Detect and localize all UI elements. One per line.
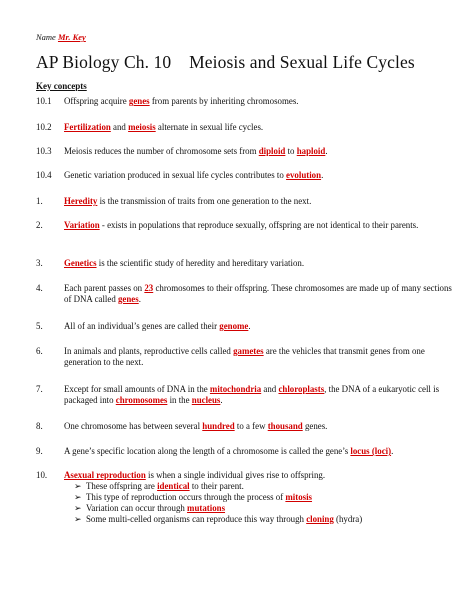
prompt-text: All of an individual’s genes are called their	[64, 321, 220, 331]
prompt-text: Meiosis reduces the number of chromosome sets from	[64, 146, 259, 156]
answer-text: thousand	[267, 421, 303, 431]
answer-text: genome	[219, 321, 249, 331]
section-heading: Key concepts	[36, 81, 87, 91]
prompt-text: , the DNA of a eukaryotic cell is packaged into	[64, 384, 440, 405]
answer-text: mitosis	[285, 492, 313, 502]
name-value: Mr. Key	[57, 32, 86, 42]
answer-text: chloroplasts	[278, 384, 325, 394]
answer-text: mitochondria	[209, 384, 262, 394]
answer-text: cloning	[306, 514, 334, 524]
item-number: 4.	[36, 283, 43, 293]
arrow-bullet-icon: ➢	[74, 503, 82, 513]
item-number: 10.3	[36, 146, 52, 156]
answer-text: locus (loci)	[350, 446, 392, 456]
prompt-text: and	[110, 122, 129, 132]
answer-text: hundred	[202, 421, 235, 431]
item-number: 1.	[36, 196, 43, 206]
prompt-text: Except for small amounts of DNA in the	[64, 384, 210, 394]
prompt-text: One chromosome has between several	[64, 421, 203, 431]
answer-text: mutations	[187, 503, 226, 513]
answer-text: Heredity	[64, 196, 98, 206]
item-text	[64, 220, 456, 231]
answer-text: evolution	[286, 170, 322, 180]
item-text	[64, 122, 456, 133]
prompt-text: and	[261, 384, 279, 394]
prompt-text: A gene’s specific location along the length of a chromosome is called the gene’s	[64, 446, 351, 456]
item-number: 7.	[36, 384, 43, 394]
prompt-text: (hydra)	[333, 514, 363, 524]
prompt-text: These offspring are	[86, 481, 158, 491]
prompt-text: .	[325, 146, 328, 156]
item-text	[64, 196, 456, 207]
prompt-text: to a few	[234, 421, 268, 431]
prompt-text: Variation can occur through	[86, 503, 188, 513]
answer-text: Asexual reproduction	[64, 470, 146, 480]
item-text	[64, 384, 456, 406]
item-text	[64, 283, 456, 305]
answer-text: genes	[117, 294, 139, 304]
item-number: 9.	[36, 446, 43, 456]
answer-text: Fertilization	[64, 122, 111, 132]
prompt-text: Each parent passes on	[64, 283, 145, 293]
prompt-text: .	[391, 446, 394, 456]
name-label: Name	[36, 32, 56, 42]
answer-text: genes	[128, 96, 150, 106]
bullet-item	[74, 492, 312, 503]
item-text	[64, 258, 456, 269]
prompt-text: to	[285, 146, 297, 156]
prompt-text: chromosomes to their offspring. These chromosomes are made up of many sections of DNA called	[64, 283, 452, 304]
prompt-text: This type of reproduction occurs through the process of	[86, 492, 286, 502]
prompt-text: alternate in sexual life cycles.	[155, 122, 264, 132]
bullet-item	[74, 503, 225, 514]
prompt-text: Offspring acquire	[64, 96, 129, 106]
prompt-text: from parents by inheriting chromosomes.	[149, 96, 299, 106]
prompt-text: .	[248, 321, 251, 331]
prompt-text: in the	[167, 395, 192, 405]
answer-text: meiosis	[128, 122, 156, 132]
prompt-text: .	[321, 170, 324, 180]
answer-text: identical	[157, 481, 190, 491]
item-number: 10.2	[36, 122, 52, 132]
prompt-text: In animals and plants, reproductive cells called	[64, 346, 234, 356]
prompt-text: are the vehicles that transmit genes from one generation to the next.	[64, 346, 425, 367]
page-title: AP Biology Ch. 10 Meiosis and Sexual Life Cycles	[36, 52, 415, 72]
prompt-text: .	[220, 395, 223, 405]
item-number: 2.	[36, 220, 43, 230]
arrow-bullet-icon: ➢	[74, 514, 82, 524]
arrow-bullet-icon: ➢	[74, 481, 82, 491]
prompt-text: is when a single individual gives rise to offspring.	[145, 470, 326, 480]
item-text	[64, 96, 456, 107]
item-text	[64, 446, 456, 457]
answer-text: chromosomes	[115, 395, 168, 405]
item-number: 10.	[36, 470, 48, 480]
answer-text: haploid	[296, 146, 326, 156]
prompt-text: to their parent.	[189, 481, 244, 491]
item-text	[64, 470, 456, 481]
item-text	[64, 321, 456, 332]
prompt-text: is the scientific study of heredity and hereditary variation.	[96, 258, 305, 268]
prompt-text: - exists in populations that reproduce sexually, offspring are not identical to their parents.	[99, 220, 419, 230]
bullet-item	[74, 481, 244, 492]
item-text	[64, 346, 456, 368]
item-number: 10.4	[36, 170, 52, 180]
item-text	[64, 170, 456, 181]
item-number: 6.	[36, 346, 43, 356]
name-line	[36, 32, 86, 42]
answer-text: Variation	[64, 220, 100, 230]
prompt-text: is the transmission of traits from one generation to the next.	[97, 196, 312, 206]
answer-text: gametes	[233, 346, 264, 356]
answer-text: 23	[144, 283, 154, 293]
item-number: 8.	[36, 421, 43, 431]
prompt-text: .	[138, 294, 141, 304]
item-number: 3.	[36, 258, 43, 268]
prompt-text: genes.	[302, 421, 328, 431]
item-text	[64, 146, 456, 157]
answer-text: Genetics	[64, 258, 97, 268]
prompt-text: Some multi-celled organisms can reproduce this way through	[86, 514, 307, 524]
bullet-item	[74, 514, 362, 525]
answer-text: diploid	[258, 146, 286, 156]
item-number: 5.	[36, 321, 43, 331]
prompt-text: Genetic variation produced in sexual life cycles contributes to	[64, 170, 287, 180]
item-number: 10.1	[36, 96, 52, 106]
arrow-bullet-icon: ➢	[74, 492, 82, 502]
item-text	[64, 421, 456, 432]
answer-text: nucleus	[191, 395, 221, 405]
